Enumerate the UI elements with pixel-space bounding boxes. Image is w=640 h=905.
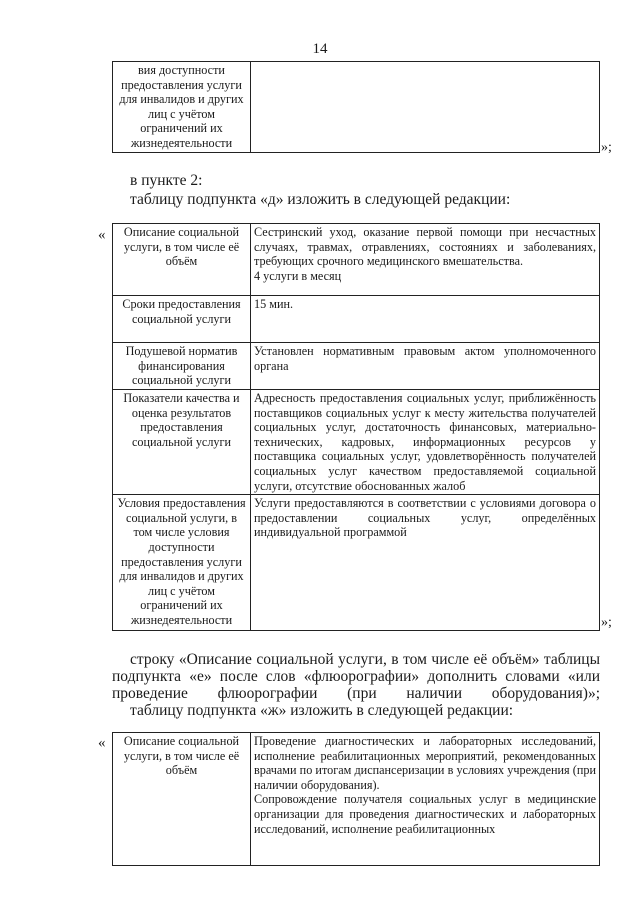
- table-cell-left: Подушевой норматив финансирования социальной услуги: [113, 343, 251, 390]
- paragraph-instruction: таблицу подпункта «д» изложить в следующей редакции:: [130, 191, 511, 208]
- table-cell-left: вия доступности предоставления услуги для инвалидов и других лиц с учётом ограничений их жизнедеятельности: [113, 62, 251, 153]
- services-table-zh: [112, 732, 600, 866]
- table-cell-right: 15 мин.: [251, 296, 600, 343]
- opening-quote: «: [98, 735, 106, 751]
- table-cell-left: Описание социальной услуги, в том числе её объём: [113, 733, 251, 866]
- table-cell-left: Сроки предоставления социальной услуги: [113, 296, 251, 343]
- paragraph-instruction: таблицу подпункта «ж» изложить в следующей редакции:: [130, 702, 514, 719]
- table-row: [113, 62, 600, 153]
- cell-text: Сестринский уход, оказание первой помощи при несчастных случаях, травмах, отравлениях, состояниях и заболеваниях, требующих срочного медицинского вмешательства.: [254, 225, 596, 269]
- table-cell-left: Условия предоставления социальной услуги, в том числе условия доступности предоставления услуги для инвалидов и других лиц с учётом ограничений их жизнедеятельности: [113, 495, 251, 631]
- table-row: [113, 390, 600, 495]
- paragraph-amendment: строку «Описание социальной услуги, в том числе её объём» таблицы подпункта «е» после слов «флюорографии» дополнить словами «или проведение флюорографии (при наличии оборудования)»;: [112, 651, 600, 702]
- table-continued: [112, 61, 600, 153]
- cell-text-amount: 4 услуги в месяц: [254, 268, 342, 283]
- table-cell-right: Установлен нормативным правовым актом уполномоченного органа: [251, 343, 600, 390]
- table-cell-right: Адресность предоставления социальных услуг, приближённость поставщиков социальных услуг к месту жительства получателей социальных услуг, достаточность финансовых, материально-технических, кадровых, информационных ресурсов у поставщика социальных услуг, удовлетворённость получателей социальных услуг качеством предоставляемой социальной услуги, отсутствие обоснованных жалоб: [251, 390, 600, 495]
- paragraph-clause: в пункте 2:: [130, 172, 203, 189]
- table-row: [113, 343, 600, 390]
- closing-quote: »;: [601, 140, 612, 155]
- table-cell-left: Описание социальной услуги, в том числе её объём: [113, 224, 251, 296]
- opening-quote: «: [98, 227, 106, 243]
- table-row: [113, 495, 600, 631]
- table-cell-right: Услуги предоставляются в соответствии с условиями договора о предоставлении социальных услуг, определённых индивидуальной программой: [251, 495, 600, 631]
- table-cell-left: Показатели качества и оценка результатов предоставления социальной услуги: [113, 390, 251, 495]
- cell-text: Проведение диагностических и лабораторных исследований, исполнение реабилитационных мероприятий, рекомендованных врачами по итогам диспансеризации в условиях учреждения (при наличии оборудования).: [254, 734, 596, 792]
- table-row: [113, 296, 600, 343]
- cell-text: Сопровождение получателя социальных услуг в медицинские организации для проведения диагностических и лабораторных исследований, исполнение реабилитационных: [254, 792, 596, 836]
- table-row: [113, 224, 600, 296]
- table-cell-right: [251, 62, 600, 153]
- closing-quote: »;: [601, 615, 612, 630]
- table-row: [113, 733, 600, 866]
- table-cell-right: [251, 733, 600, 866]
- table-cell-right: [251, 224, 600, 296]
- services-table-d: [112, 223, 600, 631]
- page-number: 14: [312, 41, 328, 57]
